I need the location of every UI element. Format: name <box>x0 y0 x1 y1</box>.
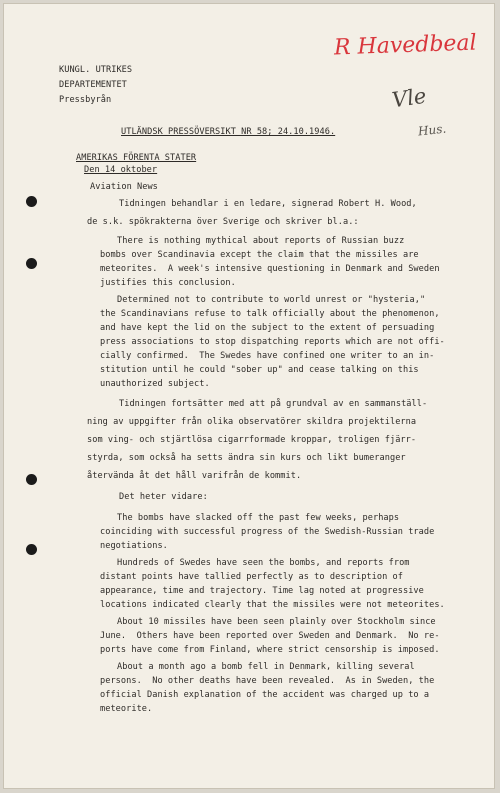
quote-line: Hundreds of Swedes have seen the bombs, and reports from <box>117 558 410 568</box>
quote-line: press associations to stop dispatching reports which are not offi- <box>100 337 445 347</box>
quote-line: There is nothing mythical about reports of Russian buzz <box>117 236 405 246</box>
quote-line: The bombs have slacked off the past few weeks, perhaps <box>117 513 400 523</box>
section-country: AMERIKAS FÖRENTA STATER <box>76 153 197 163</box>
publication-name: Aviation News <box>90 182 158 192</box>
quote-line: appearance, time and trajectory. Time lag noted at progressive <box>100 586 424 596</box>
document-page <box>3 3 495 789</box>
quote-line: cially confirmed. The Swedes have confined one writer to an in- <box>100 351 435 361</box>
body-line: Det heter vidare: <box>119 492 208 502</box>
quote-line: About a month ago a bomb fell in Denmark, killing several <box>117 662 415 672</box>
quote-line: unauthorized subject. <box>100 379 210 389</box>
org-line-3: Pressbyrån <box>59 95 112 105</box>
punch-hole <box>26 196 37 207</box>
quote-line: negotiations. <box>100 541 168 551</box>
body-line: Tidningen behandlar i en ledare, signerad Robert H. Wood, <box>119 199 417 209</box>
body-line: styrda, som också ha setts ändra sin kurs och likt bumeranger <box>87 453 406 463</box>
handwritten-annotation-initials: Vle <box>390 83 428 113</box>
quote-line: distant points have tallied perfectly as to description of <box>100 572 403 582</box>
quote-line: Determined not to contribute to world unrest or "hysteria," <box>117 295 426 305</box>
org-line-2: DEPARTEMENTET <box>59 80 127 90</box>
quote-line: June. Others have been reported over Sweden and Denmark. No re- <box>100 631 440 641</box>
document-title: UTLÄNDSK PRESSÖVERSIKT NR 58; 24.10.1946. <box>121 127 336 137</box>
quote-line: coinciding with successful progress of the Swedish-Russian trade <box>100 527 435 537</box>
quote-line: bombs over Scandinavia except the claim that the missiles are <box>100 250 419 260</box>
quote-line: ports have come from Finland, where strict censorship is imposed. <box>100 645 440 655</box>
quote-line: official Danish explanation of the accident was charged up to a <box>100 690 430 700</box>
quote-line: persons. No other deaths have been revealed. As in Sweden, the <box>100 676 435 686</box>
handwritten-annotation-note: Hus. <box>417 121 447 139</box>
quote-line: meteorites. A week's intensive questioning in Denmark and Sweden <box>100 264 440 274</box>
punch-hole <box>26 474 37 485</box>
body-line: ning av uppgifter från olika observatörer skildra projektilerna <box>87 417 417 427</box>
body-line: Tidningen fortsätter med att på grundval av en sammanställ- <box>119 399 428 409</box>
body-line: de s.k. spökrakterna över Sverige och skriver bl.a.: <box>87 217 359 227</box>
quote-line: locations indicated clearly that the missiles were not meteorites. <box>100 600 445 610</box>
punch-hole <box>26 258 37 269</box>
quote-line: About 10 missiles have been seen plainly over Stockholm since <box>117 617 436 627</box>
org-line-1: KUNGL. UTRIKES <box>59 65 133 75</box>
quote-line: justifies this conclusion. <box>100 278 236 288</box>
quote-line: stitution until he could "sober up" and cease talking on this <box>100 365 419 375</box>
punch-hole <box>26 544 37 555</box>
quote-line: the Scandinavians refuse to talk officially about the phenomenon, <box>100 309 440 319</box>
quote-line: and have kept the lid on the subject to the extent of persuading <box>100 323 435 333</box>
quote-line: meteorite. <box>100 704 153 714</box>
section-date: Den 14 oktober <box>84 165 158 175</box>
body-line: återvända åt det håll varifrån de kommit. <box>87 471 302 481</box>
body-line: som ving- och stjärtlösa cigarrformade kroppar, troligen fjärr- <box>87 435 417 445</box>
handwritten-annotation-red: R Havedbeal <box>333 30 478 61</box>
